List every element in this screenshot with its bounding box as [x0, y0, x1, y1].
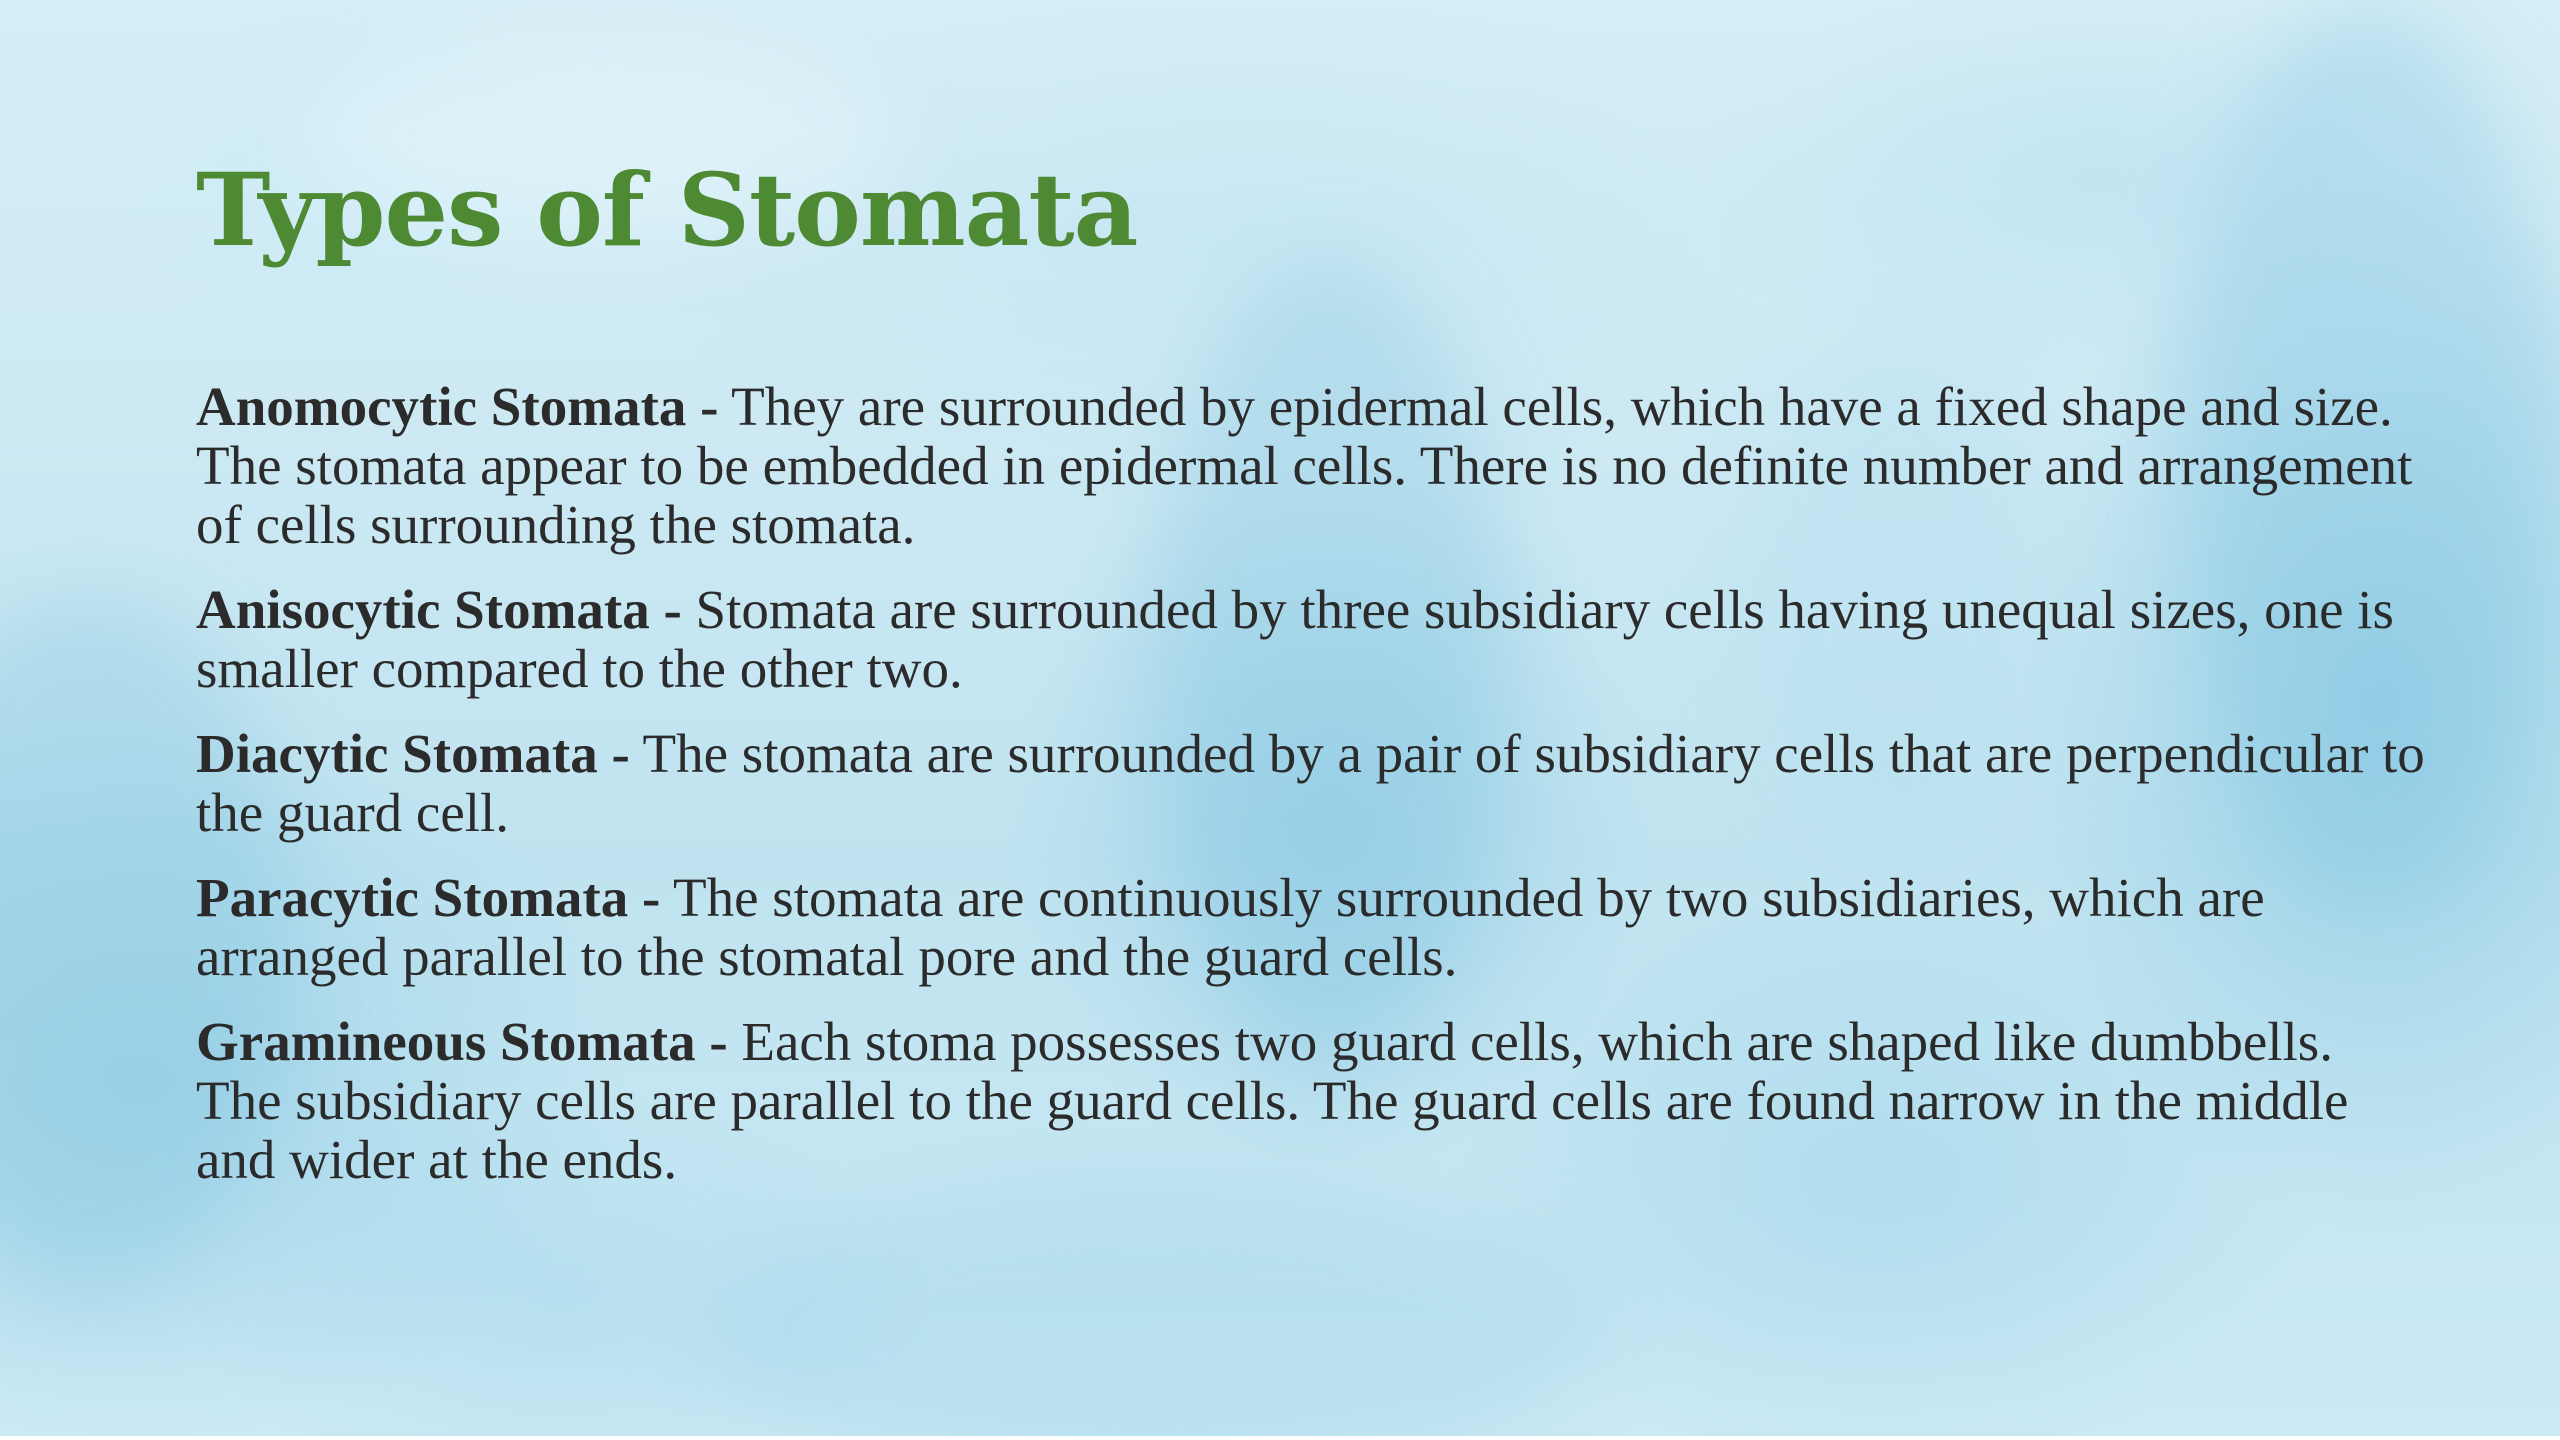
watercolor-wash: [700, 1180, 1600, 1436]
stomata-type-term: Gramineous Stomata -: [196, 1011, 728, 1072]
stomata-type-paracytic: [196, 868, 2426, 986]
stomata-type-gramineous: [196, 1012, 2426, 1189]
stomata-type-description: The stomata are surrounded by a pair of subsidiary cells that are perpendicular to the guard cell.: [196, 723, 2425, 843]
stomata-type-term: Diacytic Stomata -: [196, 723, 630, 784]
slide-title: Types of Stomata: [196, 151, 1138, 269]
stomata-type-description: Each stoma possesses two guard cells, which are shaped like dumbbells. The subsidiary cells are parallel to the guard cells. The guard cells are found narrow in the middle and wider at the ends.: [196, 1011, 2349, 1190]
stomata-type-term: Anomocytic Stomata -: [196, 376, 719, 437]
stomata-type-term: Anisocytic Stomata -: [196, 579, 682, 640]
stomata-type-description: Stomata are surrounded by three subsidiary cells having unequal sizes, one is smaller compared to the other two.: [196, 579, 2394, 699]
stomata-type-anisocytic: [196, 580, 2426, 698]
stomata-type-list: [196, 377, 2426, 1215]
stomata-type-diacytic: [196, 724, 2426, 842]
stomata-type-term: Paracytic Stomata -: [196, 867, 661, 928]
slide-content: [196, 145, 2426, 1190]
bottom-edge: [0, 1436, 2560, 1440]
stomata-type-description: They are surrounded by epidermal cells, which have a fixed shape and size. The stomata appear to be embedded in epidermal cells. There is no definite number and arrangement of cells surrounding the stomata.: [196, 376, 2413, 555]
stomata-type-anomocytic: [196, 377, 2426, 554]
stomata-type-description: The stomata are continuously surrounded by two subsidiaries, which are arranged parallel to the stomatal pore and the guard cells.: [196, 867, 2265, 987]
